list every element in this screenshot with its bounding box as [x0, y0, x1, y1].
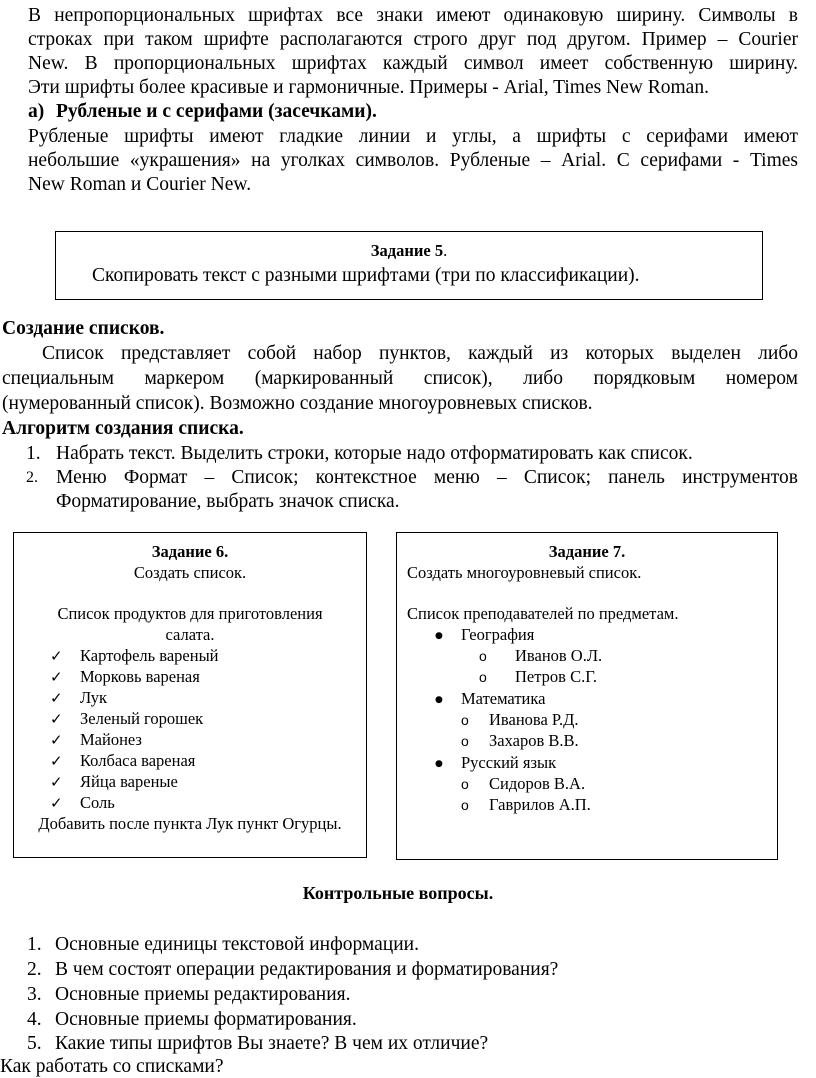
subject-label: География [461, 625, 535, 644]
algorithm-step-2-line-1: Меню Формат – Список; контекстное меню – Список; панель инструментов [56, 467, 798, 488]
question-num: 5. [27, 1033, 42, 1054]
question-text: Основные приемы форматирования. [55, 1009, 357, 1030]
task5-title: Задание 5 [370, 241, 444, 260]
list-item [50, 729, 350, 750]
list-item-teacher [479, 666, 739, 687]
checkmark-icon [50, 708, 63, 730]
list-item-teacher [461, 709, 741, 730]
section-a-line-2: небольшие «украшения» на уголках символов. Рубленые – Arial. С серифами - Times [28, 150, 798, 171]
question-text: Какие типы шрифтов Вы знаете? В чем их отличие? [55, 1033, 489, 1054]
list-item-teacher [461, 794, 741, 815]
algorithm-step-1-text: Набрать текст. Выделить строки, которые надо отформатировать как список. [56, 443, 693, 464]
question-num: 1. [27, 934, 42, 955]
list-item-teacher [479, 645, 739, 666]
list-item-label: Лук [80, 688, 108, 707]
questions-heading: Контрольные вопросы. [302, 883, 494, 903]
section-a-title: Рубленые и с серифами (засечками). [56, 101, 377, 122]
list-item-label: Колбаса вареная [80, 751, 196, 770]
intro-line-1: В непропорциональных шрифтах все знаки имеют одинаковую ширину. Символы в [28, 5, 798, 26]
question-text: В чем состоят операции редактирования и форматирования? [55, 959, 559, 980]
circle-bullet-icon [479, 645, 487, 667]
lists-line-1: Список представляет собой набор пунктов, каждый из которых выделен либо [42, 343, 798, 364]
list-item [50, 666, 350, 687]
question-num: 4. [27, 1009, 42, 1030]
lists-line-3: (нумерованный список). Возможно создание многоуровневых списков. [2, 393, 593, 414]
algorithm-heading: Алгоритм создания списка. [2, 418, 244, 439]
list-item-label: Зеленый горошек [80, 709, 204, 728]
task5-title-row [56, 241, 762, 261]
checkmark-icon [50, 687, 63, 709]
task6-list-title-2: салата. [165, 625, 215, 644]
question-num: 2. [27, 959, 42, 980]
circle-bullet-icon [461, 773, 469, 795]
task5-text: Скопировать текст с разными шрифтами (три по классификации). [92, 265, 640, 286]
circle-bullet-icon [461, 794, 469, 816]
section-a-line-3: New Roman и Courier New. [28, 174, 252, 195]
list-item [50, 750, 350, 771]
section-a-line-1: Рубленые шрифты имеют гладкие линии и углы, а шрифты с серифами имеют [28, 126, 798, 147]
bullet-icon [435, 624, 443, 647]
intro-line-2: строках при таком шрифте располагаются строго друг под другом. Пример – Courier [28, 29, 798, 50]
list-item-label: Майонез [80, 730, 142, 749]
task7-title: Задание 7. [548, 542, 626, 561]
task7-subtitle: Создать многоуровневый список. [407, 563, 642, 582]
task6-footer: Добавить после пункта Лук пункт Огурцы. [38, 814, 342, 833]
list-item-subject [435, 624, 755, 645]
list-item-label: Морковь вареная [80, 667, 200, 686]
section-a-label: а) [28, 101, 45, 122]
list-item-teacher [461, 773, 741, 794]
circle-bullet-icon [479, 666, 487, 688]
questions-extra: Как работать со списками? [0, 1056, 224, 1077]
checkmark-icon [50, 771, 63, 793]
teacher-label: Иванова Р.Д. [489, 710, 579, 729]
list-item [50, 708, 350, 729]
lists-line-2: специальным маркером (маркированный список), либо порядковым номером [2, 368, 798, 389]
checkmark-icon [50, 729, 63, 751]
question-text: Основные приемы редактирования. [55, 984, 351, 1005]
checkmark-icon [50, 792, 63, 814]
list-item [50, 645, 350, 666]
task6-box [13, 532, 367, 858]
task6-title: Задание 6. [151, 542, 229, 561]
list-item-teacher [461, 730, 741, 751]
question-text: Основные единицы текстовой информации. [55, 934, 419, 955]
task7-box [396, 532, 778, 860]
list-item [50, 687, 350, 708]
list-item-subject [435, 752, 755, 773]
task7-list-title: Список преподавателей по предметам. [407, 604, 679, 623]
list-item-label: Картофель вареный [80, 646, 219, 665]
question-num: 3. [27, 984, 42, 1005]
task6-list-title-1: Список продуктов для приготовления [57, 604, 323, 623]
subject-label: Математика [461, 689, 546, 708]
task5-box [55, 231, 763, 300]
bullet-icon [435, 752, 443, 775]
intro-line-4: Эти шрифты более красивые и гармоничные. Примеры - Arial, Times New Roman. [28, 77, 709, 98]
list-item-subject [435, 688, 755, 709]
teacher-label: Гаврилов А.П. [489, 795, 591, 814]
teacher-label: Сидоров В.А. [489, 774, 586, 793]
algorithm-step-2-num: 2. [26, 469, 38, 486]
teacher-label: Захаров В.В. [489, 731, 579, 750]
checkmark-icon [50, 750, 63, 772]
teacher-label: Иванов О.Л. [515, 646, 603, 665]
intro-line-3: New. В пропорциональных шрифтах каждый символ имеет собственную ширину. [28, 53, 798, 74]
checkmark-icon [50, 645, 63, 667]
task6-subtitle: Создать список. [133, 563, 247, 582]
algorithm-step-2-line-2: Форматирование, выбрать значок списка. [56, 491, 400, 512]
circle-bullet-icon [461, 730, 469, 752]
teacher-label: Петров С.Г. [515, 667, 598, 686]
checkmark-icon [50, 666, 63, 688]
task6-checklist [50, 645, 350, 813]
list-item [50, 792, 350, 813]
task5-title-suffix: . [443, 241, 448, 260]
bullet-icon [435, 688, 443, 711]
algorithm-step-1-num: 1. [26, 443, 41, 464]
list-item [50, 771, 350, 792]
subject-label: Русский язык [461, 753, 557, 772]
circle-bullet-icon [461, 709, 469, 731]
list-item-label: Соль [80, 793, 115, 812]
list-item-label: Яйца вареные [80, 772, 178, 791]
lists-heading: Создание списков. [2, 318, 165, 339]
